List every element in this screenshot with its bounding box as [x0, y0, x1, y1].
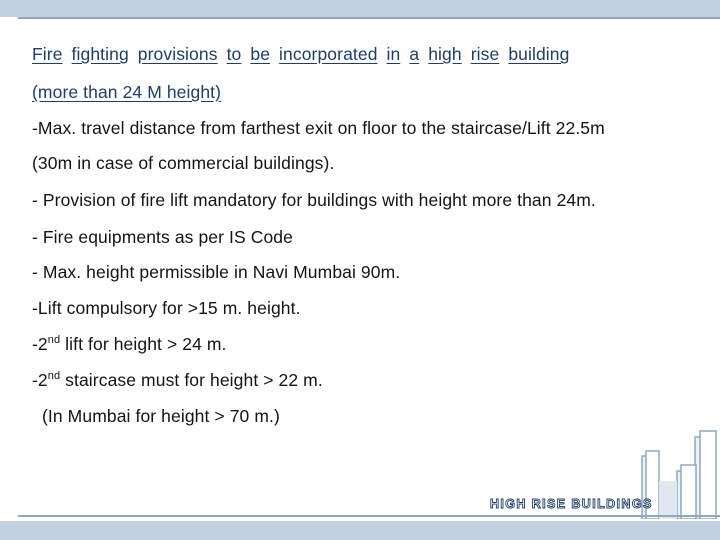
bottom-divider	[18, 515, 720, 517]
title-word: to	[226, 44, 242, 64]
bullet-second-lift	[32, 334, 227, 355]
bullet-fire-equipment: - Fire equipments as per IS Code	[32, 227, 293, 247]
bullet-text: staircase must for height > 22 m.	[60, 370, 323, 390]
title-word: building	[508, 44, 570, 64]
bullet-text: -2	[32, 370, 48, 390]
title-word: Fire	[32, 44, 63, 64]
slide-subtitle: (more than 24 M height)	[32, 82, 222, 102]
title-word: in	[386, 44, 401, 64]
bullet-travel-distance: -Max. travel distance from farthest exit on floor to the staircase/Lift 22.5m	[32, 118, 605, 138]
brand-label: HIGH RISE BUILDINGS	[490, 497, 653, 511]
title-word: a	[409, 44, 420, 64]
title-word: incorporated	[279, 44, 378, 64]
bottom-band	[0, 521, 720, 540]
bullet-text: -2	[32, 334, 48, 354]
title-word: fighting	[71, 44, 129, 64]
ordinal-suffix: nd	[47, 370, 61, 382]
slide-title	[32, 44, 569, 65]
title-word: be	[250, 44, 271, 64]
bullet-lift-compulsory: -Lift compulsory for >15 m. height.	[32, 298, 301, 318]
bullet-max-height: - Max. height permissible in Navi Mumbai 90m.	[32, 262, 401, 282]
bullet-travel-distance-cont: (30m in case of commercial buildings).	[32, 153, 335, 173]
ordinal-suffix: nd	[47, 334, 61, 346]
bullet-fire-lift: - Provision of fire lift mandatory for buildings with height more than 24m.	[32, 190, 596, 210]
bullet-mumbai-note: (In Mumbai for height > 70 m.)	[42, 406, 280, 426]
bullet-second-staircase	[32, 370, 323, 391]
bullet-text: lift for height > 24 m.	[60, 334, 227, 354]
title-word: rise	[470, 44, 500, 64]
top-divider	[18, 17, 720, 19]
title-word: provisions	[137, 44, 218, 64]
title-word: high	[428, 44, 462, 64]
top-band	[0, 0, 720, 17]
